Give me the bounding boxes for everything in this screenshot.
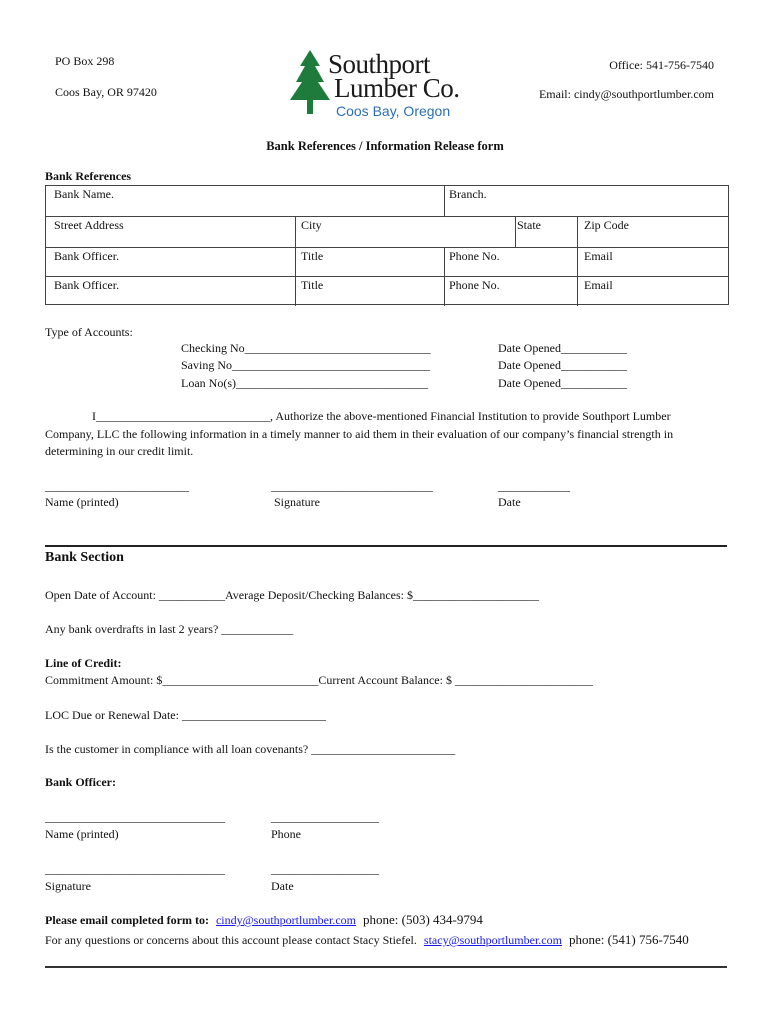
logo-location: Coos Bay, Oregon — [336, 103, 451, 119]
checking-no-field[interactable]: Checking No_______________________________ — [181, 341, 431, 355]
authorize-line-2: Company, LLC the following information in a timely manner to aid them in their evaluation of our company’s financial strength in — [45, 427, 674, 441]
bank-references-table — [45, 185, 729, 305]
logo-southport: Southport — [328, 49, 431, 79]
bank-officer-heading: Bank Officer: — [45, 775, 116, 789]
form-title: Bank References / Information Release form — [266, 139, 504, 153]
bank-officer-2-field[interactable]: Bank Officer. — [54, 278, 120, 292]
officer-phone-line[interactable]: __________________ — [271, 810, 379, 824]
overdrafts-field[interactable]: Any bank overdrafts in last 2 years? ____________ — [45, 622, 294, 636]
officer-date-label: Date — [271, 879, 294, 893]
officer-phone-label: Phone — [271, 827, 301, 841]
stacy-email-link[interactable]: stacy@southportlumber.com — [423, 933, 562, 947]
loan-date-opened-field[interactable]: Date Opened___________ — [498, 376, 627, 390]
stacy-phone: phone: (541) 756-7540 — [568, 932, 689, 947]
pine-tree-icon — [288, 50, 332, 118]
office-phone: Office: 541-756-7540 — [609, 58, 714, 72]
name-printed-label: Name (printed) — [45, 495, 119, 509]
loan-no-field[interactable]: Loan No(s)________________________________ — [181, 376, 428, 390]
title-1-field[interactable]: Title — [301, 249, 324, 263]
zip-code-field[interactable]: Zip Code — [584, 218, 629, 232]
authorize-line-1: I_____________________________, Authorize the above-mentioned Financial Institution to provide Southport Lumber — [92, 409, 671, 423]
city-line: Coos Bay, OR 97420 — [55, 85, 157, 99]
title-2-field[interactable]: Title — [301, 278, 324, 292]
email-2-field[interactable]: Email — [584, 278, 613, 292]
date-label: Date — [498, 495, 521, 509]
footer-questions-row — [45, 932, 689, 948]
footer-divider — [45, 966, 727, 968]
branch-field[interactable]: Branch. — [449, 187, 487, 201]
officer-name-line[interactable]: ______________________________ — [45, 810, 225, 824]
bank-references-heading: Bank References — [45, 169, 132, 183]
phone-1-field[interactable]: Phone No. — [449, 249, 500, 263]
po-box: PO Box 298 — [55, 54, 115, 68]
footer-email-row — [45, 912, 483, 928]
type-of-accounts-label: Type of Accounts: — [45, 325, 133, 339]
name-printed-line[interactable]: ________________________ — [45, 479, 189, 493]
saving-no-field[interactable]: Saving No_________________________________ — [181, 358, 430, 372]
saving-date-opened-field[interactable]: Date Opened___________ — [498, 358, 627, 372]
date-line[interactable]: ____________ — [498, 479, 570, 493]
signature-label: Signature — [274, 495, 320, 509]
signature-line[interactable]: ___________________________ — [271, 479, 433, 493]
state-field[interactable]: State — [517, 218, 541, 232]
company-logo — [288, 48, 488, 124]
bank-officer-1-field[interactable]: Bank Officer. — [54, 249, 120, 263]
open-date-field[interactable]: Open Date of Account: ___________Average Deposit/Checking Balances: $_____________________ — [45, 588, 540, 602]
section-divider — [45, 545, 727, 547]
bank-section-heading: Bank Section — [45, 550, 124, 565]
cindy-phone: phone: (503) 434-9794 — [363, 912, 483, 927]
officer-signature-label: Signature — [45, 879, 91, 893]
email-lead-text: Please email completed form to: — [45, 913, 209, 927]
city-field[interactable]: City — [301, 218, 322, 232]
questions-text: For any questions or concerns about this account please contact Stacy Stiefel. — [45, 933, 417, 947]
officer-name-label: Name (printed) — [45, 827, 119, 841]
officer-signature-line[interactable]: ______________________________ — [45, 862, 225, 876]
authorize-line-3: determining in our credit limit. — [45, 444, 194, 458]
cindy-email-link[interactable]: cindy@southportlumber.com — [215, 913, 356, 927]
logo-lumber: Lumber Co. — [334, 73, 460, 103]
compliance-field[interactable]: Is the customer in compliance with all loan covenants? ________________________ — [45, 742, 456, 756]
bank-name-field[interactable]: Bank Name. — [54, 187, 114, 201]
email-1-field[interactable]: Email — [584, 249, 613, 263]
line-of-credit-heading: Line of Credit: — [45, 656, 122, 670]
officer-date-line[interactable]: __________________ — [271, 862, 379, 876]
checking-date-opened-field[interactable]: Date Opened___________ — [498, 341, 627, 355]
phone-2-field[interactable]: Phone No. — [449, 278, 500, 292]
commitment-amount-field[interactable]: Commitment Amount: $__________________________Current Account Balance: $ _______________________ — [45, 673, 593, 687]
street-address-field[interactable]: Street Address — [54, 218, 124, 232]
office-email: Email: cindy@southportlumber.com — [538, 87, 714, 101]
loc-due-field[interactable]: LOC Due or Renewal Date: ________________________ — [45, 708, 326, 722]
